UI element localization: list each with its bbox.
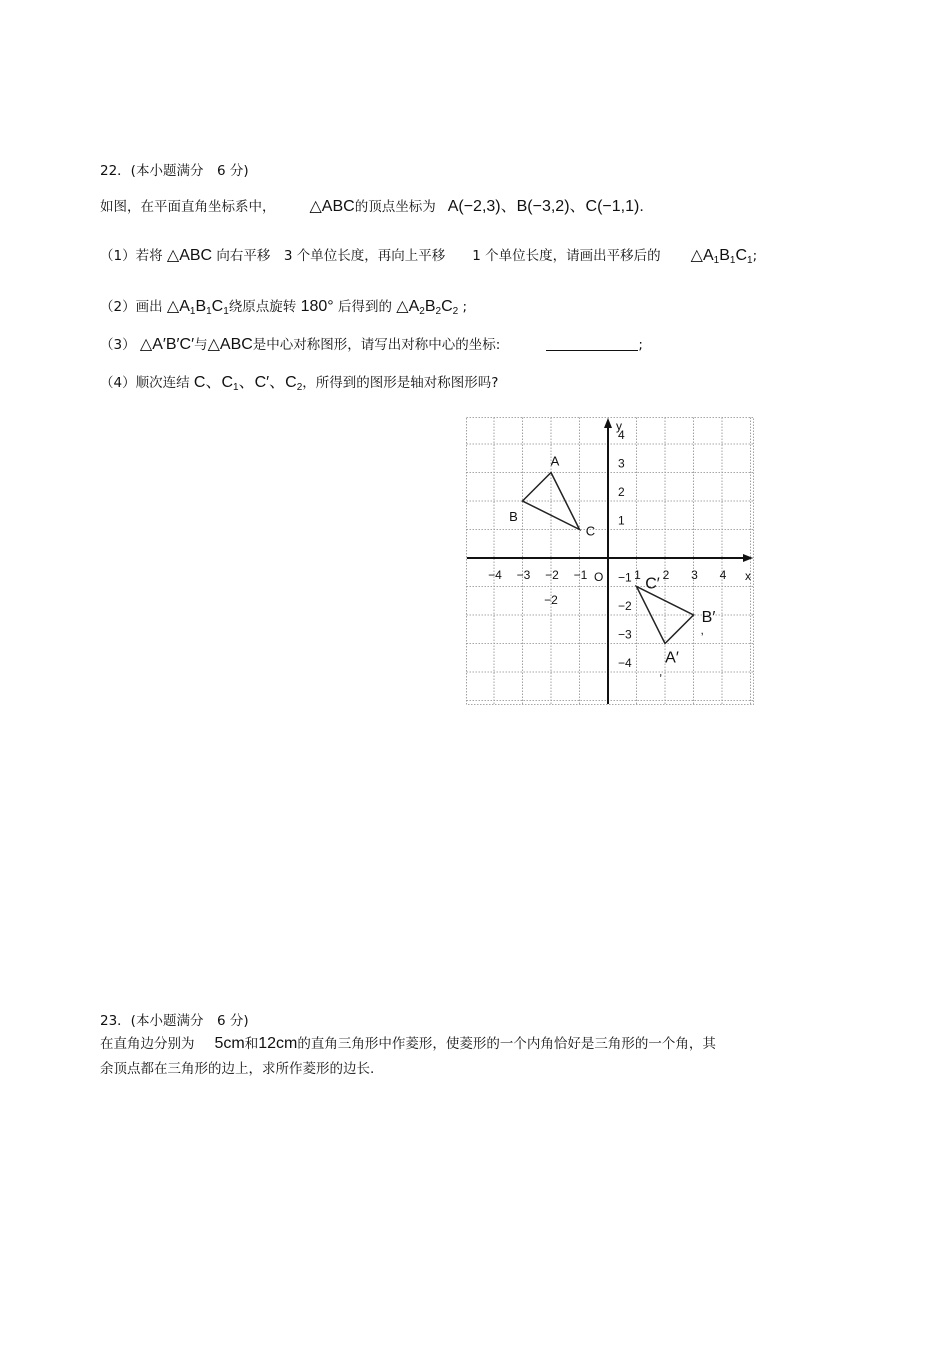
- q22-part2-end: ;: [462, 299, 468, 315]
- q22-part3-end: ;: [638, 337, 643, 353]
- q22-part3-text3: 是中心对称图形，请写出对称中心的坐标:: [252, 337, 501, 353]
- q22-intro: [100, 197, 644, 217]
- q22-part2-text3: 后得到的: [337, 299, 392, 315]
- q22-intro-triangle: △ABC: [309, 198, 355, 215]
- q22-part1-triangle: △ABC: [166, 247, 213, 264]
- x-tick-label: 2: [662, 568, 670, 582]
- q22-intro-text1: 如图，在平面直角坐标系中，: [100, 199, 276, 215]
- y-tick-label: 1: [618, 513, 625, 528]
- grid-lines: [466, 417, 754, 705]
- x-tick-label: −1: [573, 568, 588, 582]
- q22-part2-triangle-a2b2c2: $\triangle A_2B_2C_2$: [396, 298, 459, 317]
- q22-part2-angle: 180°: [300, 298, 334, 315]
- q23-text2: 和: [244, 1036, 259, 1052]
- y-tick-label: 3: [618, 456, 625, 471]
- x-tick-label: −3: [516, 568, 531, 582]
- q22-part2-text1: （2）画出: [100, 299, 163, 315]
- q22-header: 22．(本小题满分 6 分): [100, 163, 249, 179]
- comma-mark: ,: [700, 623, 704, 637]
- point-label-c-prime: C′: [645, 575, 660, 593]
- q23-line2: 余顶点都在三角形的边上，求所作菱形的边长.: [100, 1061, 375, 1077]
- q22-part3: [100, 335, 643, 355]
- q23-line1: [100, 1034, 716, 1054]
- x-axis-arrow: [743, 554, 753, 562]
- q22-part1-text2: 向右平移 3 个单位长度，再向上平移 1 个单位长度，请画出平移后的: [216, 248, 661, 264]
- q22-part4-text2: ，所得到的图形是轴对称图形吗?: [302, 375, 499, 391]
- y-tick-label: −3: [618, 627, 632, 642]
- q22-part3-triangle-abc: △ABC: [207, 336, 253, 353]
- q22-part4-text1: （4）顺次连结: [100, 375, 190, 391]
- point-label-b-prime: B′: [701, 609, 716, 626]
- q22-part3-text2: 与: [194, 337, 208, 353]
- coordinate-grid-figure: [466, 417, 754, 705]
- q22-part3-text1: （3）: [100, 337, 136, 353]
- x-tick-label: −4: [488, 568, 502, 582]
- origin-label: O: [594, 570, 604, 584]
- q22-intro-coords: A(−2,3)、B(−3,2)、C(−1,1).: [447, 198, 644, 215]
- grid-frame: [467, 418, 754, 705]
- x-tick-label: −2: [545, 568, 559, 582]
- q22-part4: [100, 373, 498, 398]
- y-tick-labels: [618, 428, 632, 670]
- q22-part1: [100, 246, 757, 271]
- x-axis-label: x: [745, 569, 751, 583]
- q22-part4-sequence: C、$C_1$、C′、$C_2$: [193, 374, 303, 393]
- q22-part2-text2: 绕原点旋转: [228, 299, 297, 315]
- point-label-a: A: [550, 453, 560, 469]
- x-tick-label: 4: [719, 568, 727, 582]
- q23-text3: 的直角三角形中作菱形，使菱形的一个内角恰好是三角形的一个角，其: [297, 1036, 716, 1052]
- y-axis-label: y: [616, 419, 622, 433]
- q23-value-12cm: 12cm: [258, 1035, 298, 1052]
- x-tick-label: 1: [634, 568, 641, 582]
- point-label-b: B: [509, 509, 518, 524]
- q22-part3-answer-blank[interactable]: [546, 338, 638, 351]
- y-tick-label: −2: [618, 599, 632, 613]
- y-tick-label: −1: [618, 570, 632, 585]
- q22-part3-triangle-prime: △A′B′C′: [139, 336, 195, 353]
- coordinate-grid-svg: [466, 417, 754, 705]
- point-label-a-prime: A′: [665, 649, 679, 667]
- q23-header: 23．(本小题满分 6 分): [100, 1013, 249, 1029]
- point-label-c: C: [585, 523, 596, 539]
- extra-tick-label: −2: [544, 593, 558, 607]
- q22-part2: [100, 297, 467, 322]
- q23-text1: 在直角边分别为: [100, 1036, 195, 1052]
- q22-part1-triangle-a1b1c1: $\triangle A_1B_1C_1$: [690, 247, 753, 266]
- q22-part2-triangle-a1b1c1: $\triangle A_1B_1C_1$: [166, 298, 229, 317]
- q23-value-5cm: 5cm: [214, 1035, 245, 1052]
- y-axis-arrow: [604, 418, 612, 428]
- y-tick-label: −4: [618, 656, 632, 670]
- q22-intro-text2: 的顶点坐标为: [354, 199, 436, 215]
- q22-part1-text1: （1）若将: [100, 248, 163, 264]
- y-tick-label: 4: [618, 428, 625, 442]
- y-tick-label: 2: [618, 485, 625, 499]
- x-tick-label: 3: [691, 568, 698, 582]
- comma-mark: ,: [659, 664, 663, 679]
- q22-part1-end: ;: [752, 248, 758, 264]
